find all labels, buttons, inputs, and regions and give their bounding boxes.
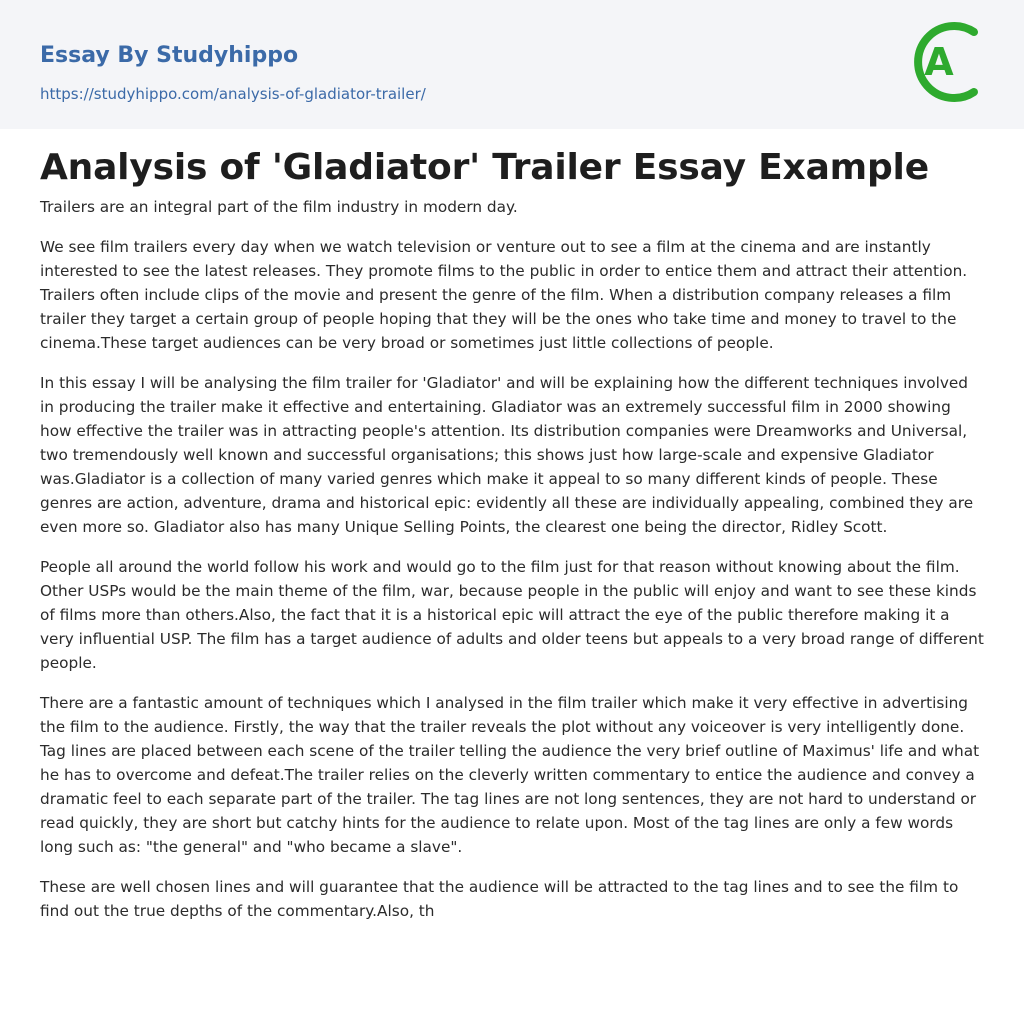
article-title: Analysis of 'Gladiator' Trailer Essay Example xyxy=(40,147,929,188)
article-paragraph: We see film trailers every day when we watch television or venture out to see a film at the cinema and are instantly interested to see the latest releases. They promote films to the public in order to entice them and attract their attention. Trailers often include clips of the movie and present the genre of the film. When a distribution company releases a film trailer they target a certain group of people hoping that they will be the ones who take time and money to travel to the cinema.These target audiences can be very broad or sometimes just little collections of people. xyxy=(40,238,968,352)
article-paragraph: In this essay I will be analysing the film trailer for 'Gladiator' and will be explaining how the different techniques involved in producing the trailer make it effective and entertaining. Gladiator was an extremely successful film in 2000 showing how effective the trailer was in attracting people's attention. Its distribution companies were Dreamworks and Universal, two tremendously well known and successful organisations; this shows just how large-scale and expensive Gladiator was.Gladiator is a collection of many varied genres which make it appeal to so many different kinds of people. These genres are action, adventure, drama and historical epic: evidently all these are individually appealing, combined they are even more so. Gladiator also has many Unique Selling Points, the clearest one being the director, Ridley Scott. xyxy=(40,374,974,536)
article-body xyxy=(40,195,984,939)
article-paragraph: These are well chosen lines and will guarantee that the audience will be attracted to the tag lines and to see the film to find out the true depths of the commentary.Also, th xyxy=(40,878,959,920)
article-paragraph: Trailers are an integral part of the film industry in modern day. xyxy=(40,198,518,216)
page-url-link[interactable]: https://studyhippo.com/analysis-of-gladiator-trailer/ xyxy=(40,85,426,103)
svg-text:A: A xyxy=(924,40,954,84)
article-paragraph: There are a fantastic amount of techniques which I analysed in the film trailer which make it very effective in advertising the film to the audience. Firstly, the way that the trailer reveals the plot without any voiceover is very intelligently done. Tag lines are placed between each scene of the trailer telling the audience the very brief outline of Maximus' life and what he has to overcome and defeat.The trailer relies on the cleverly written commentary to entice the audience and convey a dramatic feel to each separate part of the trailer. The tag lines are not long sentences, they are not hard to understand or read quickly, they are short but catchy hints for the audience to relate upon. Most of the tag lines are only a few words long such as: "the general" and "who became a slave". xyxy=(40,694,980,856)
site-brand[interactable]: Essay By Studyhippo xyxy=(40,43,299,68)
article-paragraph: People all around the world follow his work and would go to the film just for that reason without knowing about the film. Other USPs would be the main theme of the film, war, because people in the public will enjoy and want to see these kinds of films more than others.Also, the fact that it is a historical epic will attract the eye of the public therefore making it a very influential USP. The film has a target audience of adults and older teens but appeals to a very broad range of different people. xyxy=(40,558,984,672)
